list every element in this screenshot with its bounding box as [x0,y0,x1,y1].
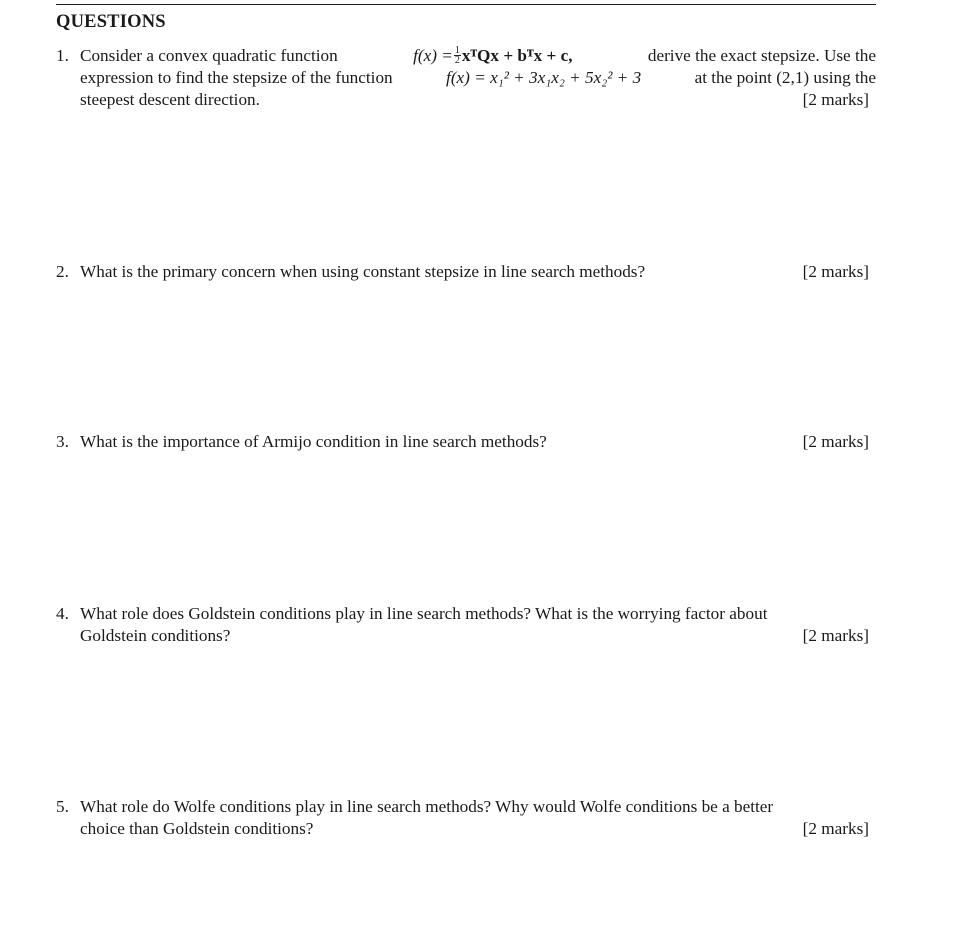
marks-label: [2 marks] [802,262,869,281]
question-text: choice than Goldstein conditions? [80,819,314,838]
question-line [80,431,876,453]
question-text: derive the exact stepsize. Use the [647,46,876,65]
question-line [80,818,876,840]
marks-label: [2 marks] [802,626,869,645]
question-text: Goldstein conditions? [80,626,231,645]
marks-label: [2 marks] [802,432,869,451]
question-number: 5. [56,797,69,816]
fraction-numerator: 1 [454,44,460,56]
question-number: 3. [56,432,69,451]
question-line [80,67,876,89]
question-number: 1. [56,46,69,65]
one-half-fraction [454,46,461,65]
quadratic-formula [413,45,572,67]
question-line [80,603,876,625]
formula-lhs: f(x) = [413,46,453,65]
question-text: What role do Wolfe conditions play in line search methods? Why would Wolfe conditions be a better [80,797,774,816]
question-body [80,45,876,111]
example-function-formula: f(x) = x₁² + 3x₁x₂ + 5x₂² + 3 [446,68,642,87]
question-text: What role does Goldstein conditions play in line search methods? What is the worrying factor about [80,604,768,623]
question-text: What is the importance of Armijo condition in line search methods? [80,432,547,451]
top-horizontal-rule [56,4,876,5]
marks-label: [2 marks] [802,819,869,838]
section-heading: QUESTIONS [56,12,166,32]
question-line [80,625,876,647]
formula-rest: xᵀQx + bᵀx + c, [461,46,573,65]
question-body [80,796,876,840]
question-text: Consider a convex quadratic function [80,46,338,65]
question-body [80,603,876,647]
question-text: What is the primary concern when using constant stepsize in line search methods? [80,262,646,281]
question-line [80,89,876,111]
question-line [80,261,876,283]
question-number: 4. [56,604,69,623]
question-line [80,45,876,67]
question-number: 2. [56,262,69,281]
question-line [80,796,876,818]
question-body [80,431,876,453]
marks-label: [2 marks] [802,90,869,109]
question-text: steepest descent direction. [80,90,260,109]
fraction-denominator: 2 [454,54,460,66]
question-text: at the point (2,1) using the [694,68,876,87]
question-text: expression to find the stepsize of the function [80,68,393,87]
question-body [80,261,876,283]
